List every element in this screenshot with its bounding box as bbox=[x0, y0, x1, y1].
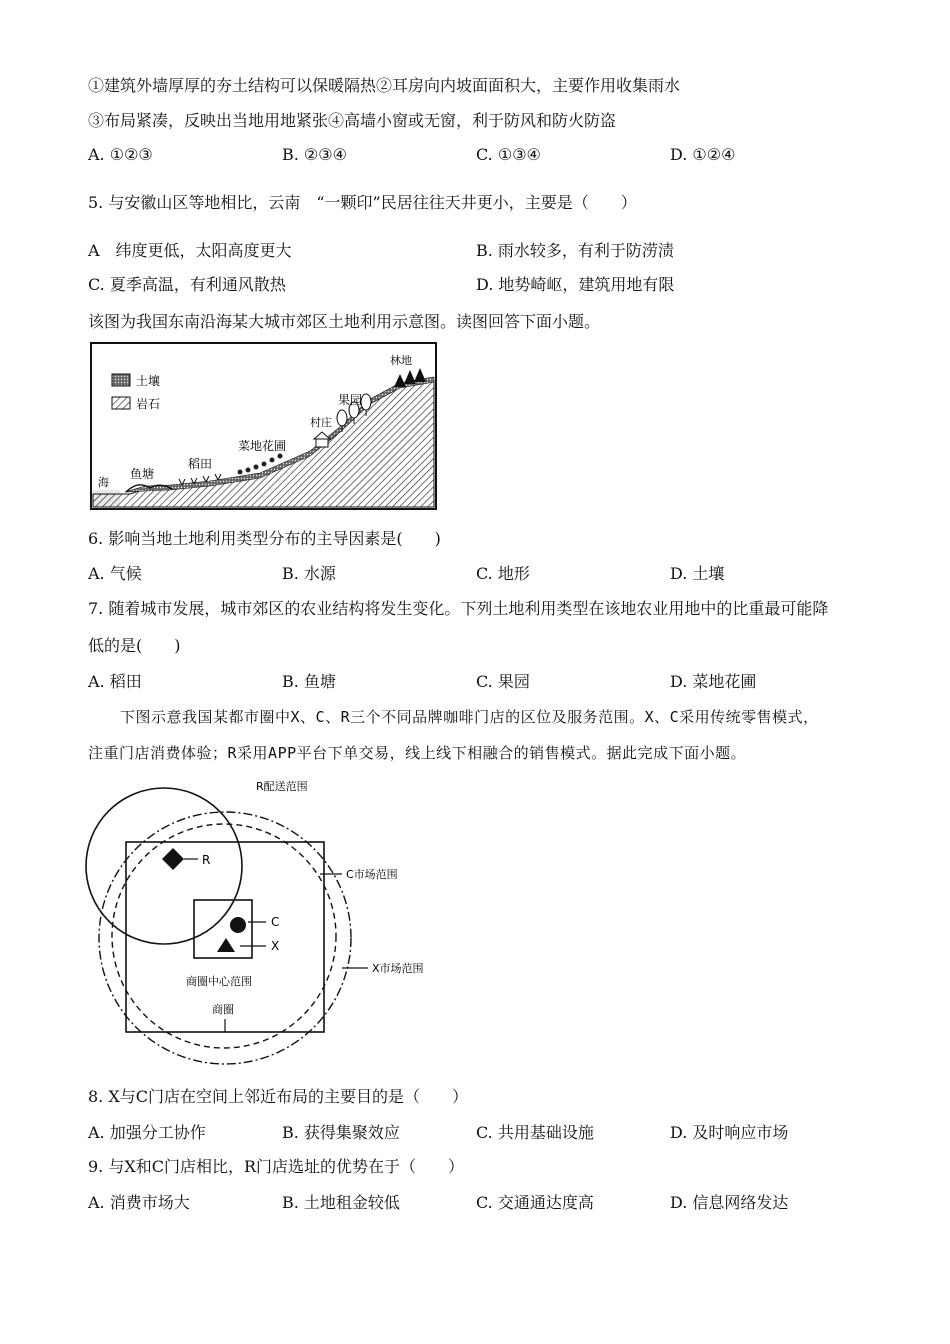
q9-option-a: A. 消费市场大 bbox=[88, 1193, 190, 1212]
coffee-store-figure bbox=[80, 770, 460, 1070]
q9-option-b: B. 土地租金较低 bbox=[282, 1193, 400, 1212]
q5-option-a: A 纬度更低，太阳高度更大 bbox=[88, 241, 292, 260]
q8-option-a: A. 加强分工协作 bbox=[88, 1123, 206, 1142]
c-range-label: C市场范围 bbox=[346, 868, 398, 881]
label-sea: 海 bbox=[98, 476, 109, 489]
q4-option-c: C. ①③④ bbox=[476, 145, 541, 164]
q5-option-d: D. 地势崎岖，建筑用地有限 bbox=[476, 275, 675, 294]
x-store-label: X bbox=[271, 939, 280, 953]
intro-coffee-line-2: 注重门店消费体验；R采用APP平台下单交易，线上线下相融合的销售模式。据此完成下面小题。 bbox=[88, 744, 747, 762]
q8-option-b: B. 获得集聚效应 bbox=[282, 1123, 400, 1142]
q8-option-c: C. 共用基础设施 bbox=[476, 1123, 594, 1142]
label-paddy: 稻田 bbox=[188, 457, 213, 471]
q4-option-a: A. ①②③ bbox=[88, 145, 153, 164]
q7-option-c: C. 果园 bbox=[476, 672, 530, 691]
intro-land-use: 该图为我国东南沿海某大城市郊区土地利用示意图。读图回答下面小题。 bbox=[88, 312, 601, 331]
c-store-marker bbox=[230, 917, 246, 933]
q8-stem: 8. X与C门店在空间上邻近布局的主要目的是（ ） bbox=[88, 1087, 468, 1106]
label-forest: 林地 bbox=[390, 354, 412, 367]
label-orchard: 果园 bbox=[338, 393, 363, 407]
q4-option-b: B. ②③④ bbox=[282, 145, 347, 164]
legend-rock-label: 岩石 bbox=[136, 397, 161, 411]
q5-stem: 5. 与安徽山区等地相比，云南 “一颗印”民居往往天井更小，主要是（ ） bbox=[88, 193, 637, 212]
intro-coffee-line-1: 下图示意我国某都市圈中X、C、R三个不同品牌咖啡门店的区位及服务范围。X、C采用传统零售模式， bbox=[120, 708, 819, 726]
q9-stem: 9. 与X和C门店相比，R门店选址的优势在于（ ） bbox=[88, 1157, 465, 1176]
q4-statement-1: ①建筑外墙厚厚的夯土结构可以保暖隔热②耳房向内坡面面积大，主要作用收集雨水 bbox=[88, 76, 681, 95]
label-village: 村庄 bbox=[310, 416, 332, 429]
legend-soil-label: 土壤 bbox=[136, 374, 161, 388]
center-label: 商圈中心范围 bbox=[186, 975, 252, 988]
q7-stem-line-2: 低的是( ) bbox=[88, 636, 181, 655]
q6-option-a: A. 气候 bbox=[88, 564, 142, 583]
q4-option-d: D. ①②④ bbox=[670, 145, 736, 164]
q9-option-d: D. 信息网络发达 bbox=[670, 1193, 789, 1212]
q7-option-d: D. 菜地花圃 bbox=[670, 672, 757, 691]
q7-option-a: A. 稻田 bbox=[88, 672, 142, 691]
q5-option-c: C. 夏季高温，有利通风散热 bbox=[88, 275, 286, 294]
label-fishpond: 鱼塘 bbox=[130, 467, 155, 481]
q9-option-c: C. 交通通达度高 bbox=[476, 1193, 594, 1212]
q6-option-c: C. 地形 bbox=[476, 564, 530, 583]
q6-stem: 6. 影响当地土地利用类型分布的主导因素是( ) bbox=[88, 529, 441, 548]
legend-rock-swatch bbox=[112, 397, 130, 409]
r-range-label: R配送范围 bbox=[256, 780, 308, 793]
r-store-marker bbox=[162, 848, 184, 870]
label-vegetable: 菜地花圃 bbox=[238, 439, 287, 453]
x-store-marker bbox=[217, 938, 235, 952]
district-label: 商圈 bbox=[212, 1003, 234, 1016]
r-store-label: R bbox=[202, 853, 211, 867]
x-range-label: X市场范围 bbox=[372, 962, 424, 975]
q8-option-d: D. 及时响应市场 bbox=[670, 1123, 789, 1142]
land-use-figure bbox=[90, 342, 438, 512]
r-delivery-circle bbox=[86, 788, 242, 944]
c-store-label: C bbox=[271, 915, 280, 929]
q5-option-b: B. 雨水较多，有利于防涝渍 bbox=[476, 241, 674, 260]
legend-soil-swatch bbox=[112, 374, 130, 386]
q4-statement-2: ③布局紧凑，反映出当地用地紧张④高墙小窗或无窗，利于防风和防火防盗 bbox=[88, 111, 617, 130]
q6-option-b: B. 水源 bbox=[282, 564, 336, 583]
q6-option-d: D. 土壤 bbox=[670, 564, 725, 583]
q7-option-b: B. 鱼塘 bbox=[282, 672, 336, 691]
q7-stem-line-1: 7. 随着城市发展，城市郊区的农业结构将发生变化。下列土地利用类型在该地农业用地中的比重最可能降 bbox=[88, 599, 829, 618]
